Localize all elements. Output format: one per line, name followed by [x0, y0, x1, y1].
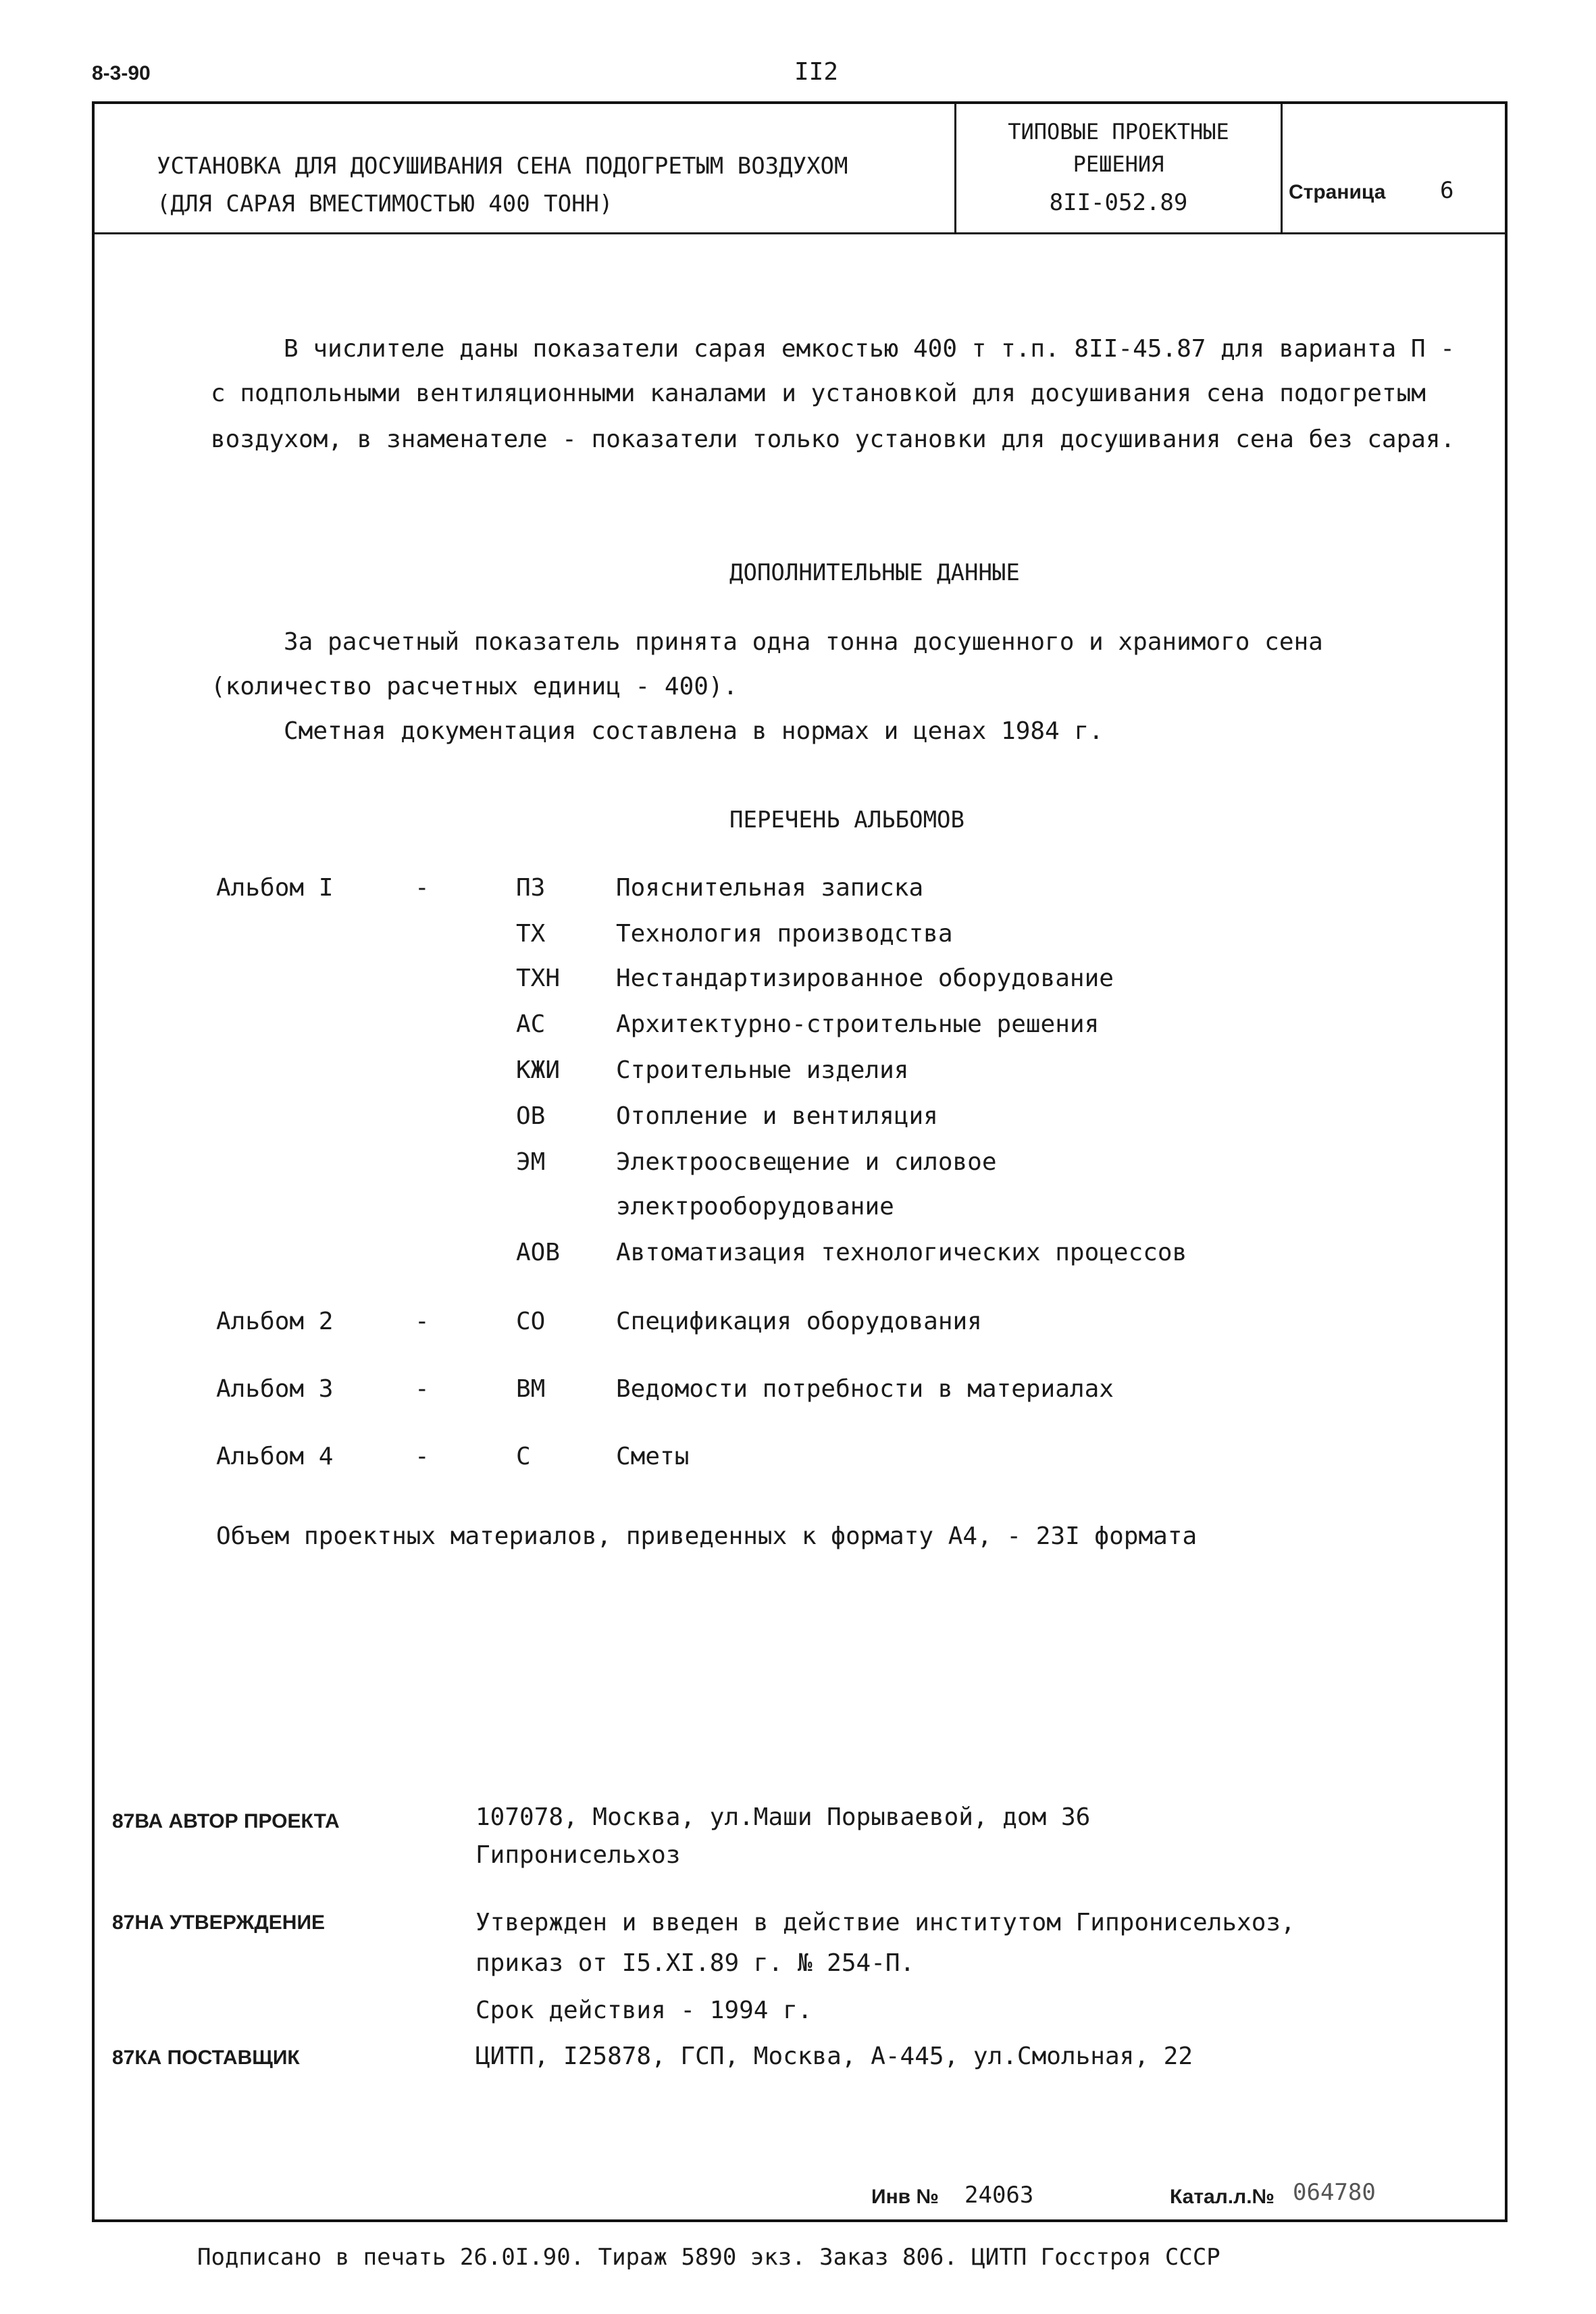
album1-item-title: Электроосвещение и силовое — [616, 1148, 997, 1176]
catalog-value: 064780 — [1293, 2179, 1376, 2206]
album1-item-title: Архитектурно-строительные решения — [616, 1010, 1100, 1038]
album1-item-title: Автоматизация технологических процессов — [616, 1239, 1187, 1266]
page-number: II2 — [794, 58, 839, 86]
album1-item-code: АС — [516, 1010, 546, 1038]
album1-dash: - — [415, 874, 430, 902]
album2-code: СО — [516, 1308, 546, 1335]
album1-item-code: ЭМ — [516, 1148, 546, 1176]
album1-item-title: Пояснительная записка — [616, 874, 924, 902]
album3-title: Ведомости потребности в материалах — [616, 1375, 1114, 1403]
album1-item-code: ПЗ — [516, 874, 546, 902]
album4-code: С — [516, 1443, 531, 1470]
album1-item-title: Технология производства — [616, 920, 953, 948]
approval-label: 87НА УТВЕРЖДЕНИЕ — [112, 1911, 326, 1934]
album2-label: Альбом 2 — [216, 1308, 334, 1335]
album1-item-title: Строительные изделия — [616, 1056, 909, 1084]
page-value: 6 — [1440, 177, 1454, 204]
additional-heading: ДОПОЛНИТЕЛЬНЫЕ ДАННЫЕ — [729, 559, 1020, 586]
approval-line1: Утвержден и введен в действие институтом Гипронисельхоз, — [475, 1909, 1295, 1936]
album2-dash: - — [415, 1308, 430, 1335]
album1-label: Альбом I — [216, 874, 334, 902]
albums-heading: ПЕРЕЧЕНЬ АЛЬБОМОВ — [729, 806, 964, 833]
series-line2: РЕШЕНИЯ — [1073, 151, 1164, 177]
album4-label: Альбом 4 — [216, 1443, 334, 1470]
author-line1: 107078, Москва, ул.Маши Порываевой, дом 36 — [475, 1803, 1091, 1831]
inventory-label: Инв № — [871, 2186, 939, 2208]
series-code: 8II-052.89 — [1049, 189, 1188, 216]
header-bottom-rule — [92, 232, 1508, 234]
album1-item-code: ОВ — [516, 1102, 546, 1130]
additional-line1: За расчетный показатель принята одна тонна досушенного и хранимого сена — [284, 628, 1323, 656]
album1-item-title: Нестандартизированное оборудование — [616, 965, 1114, 992]
album1-item-code: ТХ — [516, 920, 546, 948]
album1-item-title: Отопление и вентиляция — [616, 1102, 938, 1130]
header-title-line2: (ДЛЯ САРАЯ ВМЕСТИМОСТЬЮ 400 ТОНН) — [157, 190, 613, 217]
approval-line3: Срок действия - 1994 г. — [475, 1997, 813, 2024]
intro-line2: с подпольными вентиляционными каналами и установкой для досушивания сена подогретым — [211, 380, 1426, 407]
album2-title: Спецификация оборудования — [616, 1308, 982, 1335]
album4-dash: - — [415, 1443, 430, 1470]
album3-code: ВМ — [516, 1375, 546, 1403]
supplier-label: 87КА ПОСТАВЩИК — [112, 2047, 300, 2069]
additional-line3: Сметная документация составлена в нормах и ценах 1984 г. — [284, 717, 1104, 745]
album1-item-code: КЖИ — [516, 1056, 561, 1084]
album1-item-code: АОВ — [516, 1239, 561, 1266]
intro-line3: воздухом, в знаменателе - показатели только установки для досушивания сена без сарая. — [211, 426, 1456, 453]
album1-item-code: ТХН — [516, 965, 561, 992]
volume-note: Объем проектных материалов, приведенных к формату А4, - 23I формата — [216, 1522, 1198, 1550]
inventory-value: 24063 — [964, 2182, 1034, 2209]
album4-title: Сметы — [616, 1443, 690, 1470]
header-divider-right — [1281, 101, 1283, 234]
print-line: Подписано в печать 26.0I.90. Тираж 5890 экз. Заказ 806. ЦИТП Госстроя СССР — [197, 2244, 1220, 2271]
author-line2: Гипронисельхоз — [475, 1841, 681, 1869]
additional-line2: (количество расчетных единиц - 400). — [211, 673, 738, 700]
album3-label: Альбом 3 — [216, 1375, 334, 1403]
supplier-line1: ЦИТП, I25878, ГСП, Москва, А-445, ул.Смольная, 22 — [475, 2042, 1193, 2070]
series-line1: ТИПОВЫЕ ПРОЕКТНЫЕ — [1008, 119, 1229, 145]
catalog-label: Катал.л.№ — [1170, 2186, 1275, 2208]
author-label: 87ВА АВТОР ПРОЕКТА — [112, 1810, 340, 1832]
approval-line2: приказ от I5.XI.89 г. № 254-П. — [475, 1949, 915, 1977]
album3-dash: - — [415, 1375, 430, 1403]
intro-line1: В числителе даны показатели сарая емкостью 400 т т.п. 8II-45.87 для варианта П - — [284, 335, 1455, 363]
album1-item-title-continued: электрооборудование — [616, 1193, 894, 1220]
document-code: 8-3-90 — [92, 62, 151, 84]
header-title-line1: УСТАНОВКА ДЛЯ ДОСУШИВАНИЯ СЕНА ПОДОГРЕТЫМ ВОЗДУХОМ — [157, 153, 848, 180]
page-label: Страница — [1289, 181, 1386, 203]
